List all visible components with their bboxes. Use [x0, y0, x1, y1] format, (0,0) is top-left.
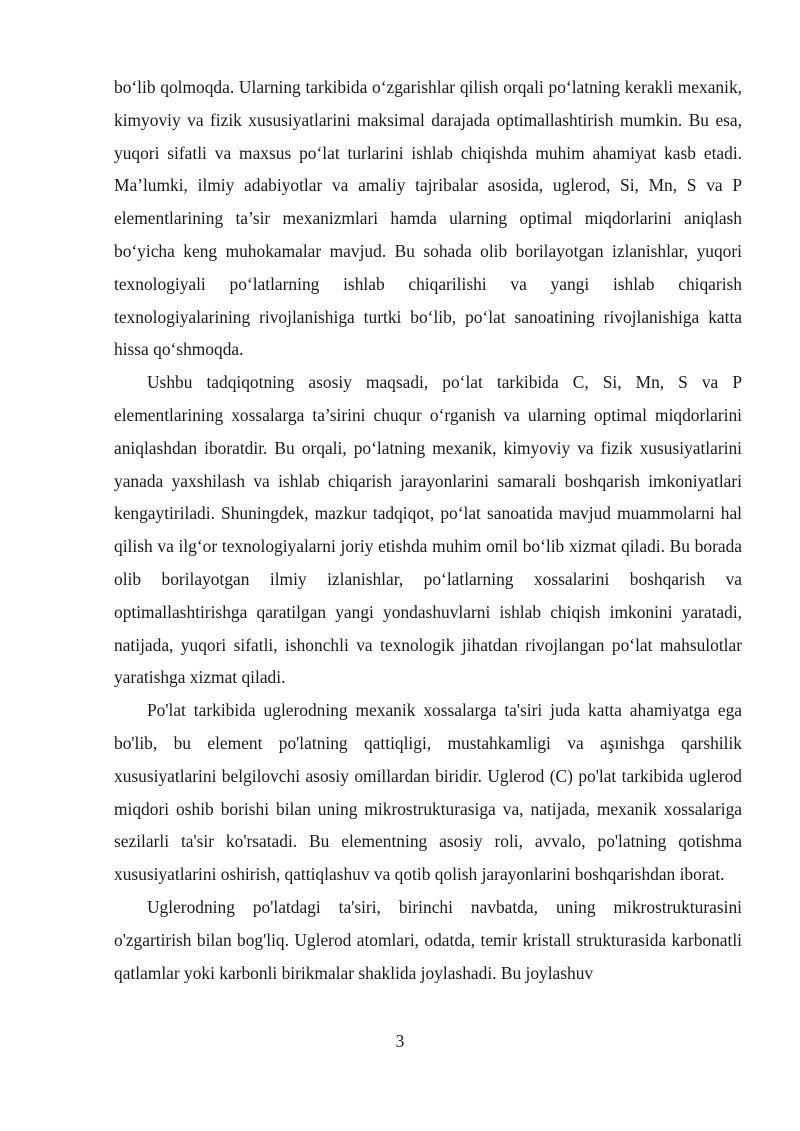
document-body — [114, 71, 742, 989]
paragraph-continuation: bo‘lib qolmoqda. Ularning tarkibida o‘zgarishlar qilish orqali po‘latning kerakli mexanik, kimyoviy va fizik xususiyatlarini maksimal darajada optimallashtirish mumkin. Bu esa, yuqori sifatli va maxsus po‘lat turlarini ishlab chiqishda muhim ahamiyat kasb etadi. Ma’lumki, ilmiy adabiyotlar va amaliy tajribalar asosida, uglerod, Si, Mn, S va P elementlarining ta’sir mexanizmlari hamda ularning optimal miqdorlarini aniqlash bo‘yicha keng muhokamalar mavjud. Bu sohada olib borilayotgan izlanishlar, yuqori texnologiyali po‘latlarning ishlab chiqarilishi va yangi ishlab chiqarish texnologiyalarining rivojlanishiga turtki bo‘lib, po‘lat sanoatining rivojlanishiga katta hissa qo‘shmoqda. — [114, 77, 742, 360]
paragraph-carbon-effect: Po'lat tarkibida uglerodning mexanik xossalarga ta'siri juda katta ahamiyatga ega bo'lib, bu element po'latning qattiqligi, mustahkamligi va aşınishga qarshilik xususiyatlarini belgilovchi asosiy omillardan biridir. Uglerod (C) po'lat tarkibida uglerod miqdori oshib borishi bilan uning mikrostrukturasiga va, natijada, mexanik xossalariga sezilarli ta'sir ko'rsatadi. Bu elementning asosiy roli, avvalo, po'latning qotishma xususiyatlarini oshirish, qattiqlashuv va qotib qolish jarayonlarini boshqarishdan iborat. — [114, 700, 742, 885]
paragraph-carbon-microstructure: Uglerodning po'latdagi ta'siri, birinchi navbatda, uning mikrostrukturasini o'zgartirish bilan bog'liq. Uglerod atomlari, odatda, temir kristall strukturasida karbonatli qatlamlar yoki karbonli birikmalar shaklida joylashadi. Bu joylashuv — [114, 896, 742, 983]
paragraph-research-aim: Ushbu tadqiqotning asosiy maqsadi, po‘lat tarkibida C, Si, Mn, S va P elementlarining xossalarga ta’sirini chuqur o‘rganish va ularning optimal miqdorlarini aniqlashdan iboratdir. Bu orqali, po‘latning mexanik, kimyoviy va fizik xususiyatlarini yanada yaxshilash va ishlab chiqarish jarayonlarini samarali boshqarish imkoniyatlari kengaytiriladi. Shuningdek, mazkur tadqiqot, po‘lat sanoatida mavjud muammolarni hal qilish va ilg‘or texnologiyalarni joriy etishda muhim omil bo‘lib xizmat qiladi. Bu borada olib borilayotgan ilmiy izlanishlar, po‘latlarning xossalarini boshqarish va optimallashtirishga qaratilgan yangi yondashuvlarni ishlab chiqish imkonini yaratadi, natijada, yuqori sifatli, ishonchli va texnologik jihatdan rivojlangan po‘lat mahsulotlar yaratishga xizmat qiladi. — [114, 372, 742, 688]
page-number: 3 — [395, 1031, 405, 1051]
